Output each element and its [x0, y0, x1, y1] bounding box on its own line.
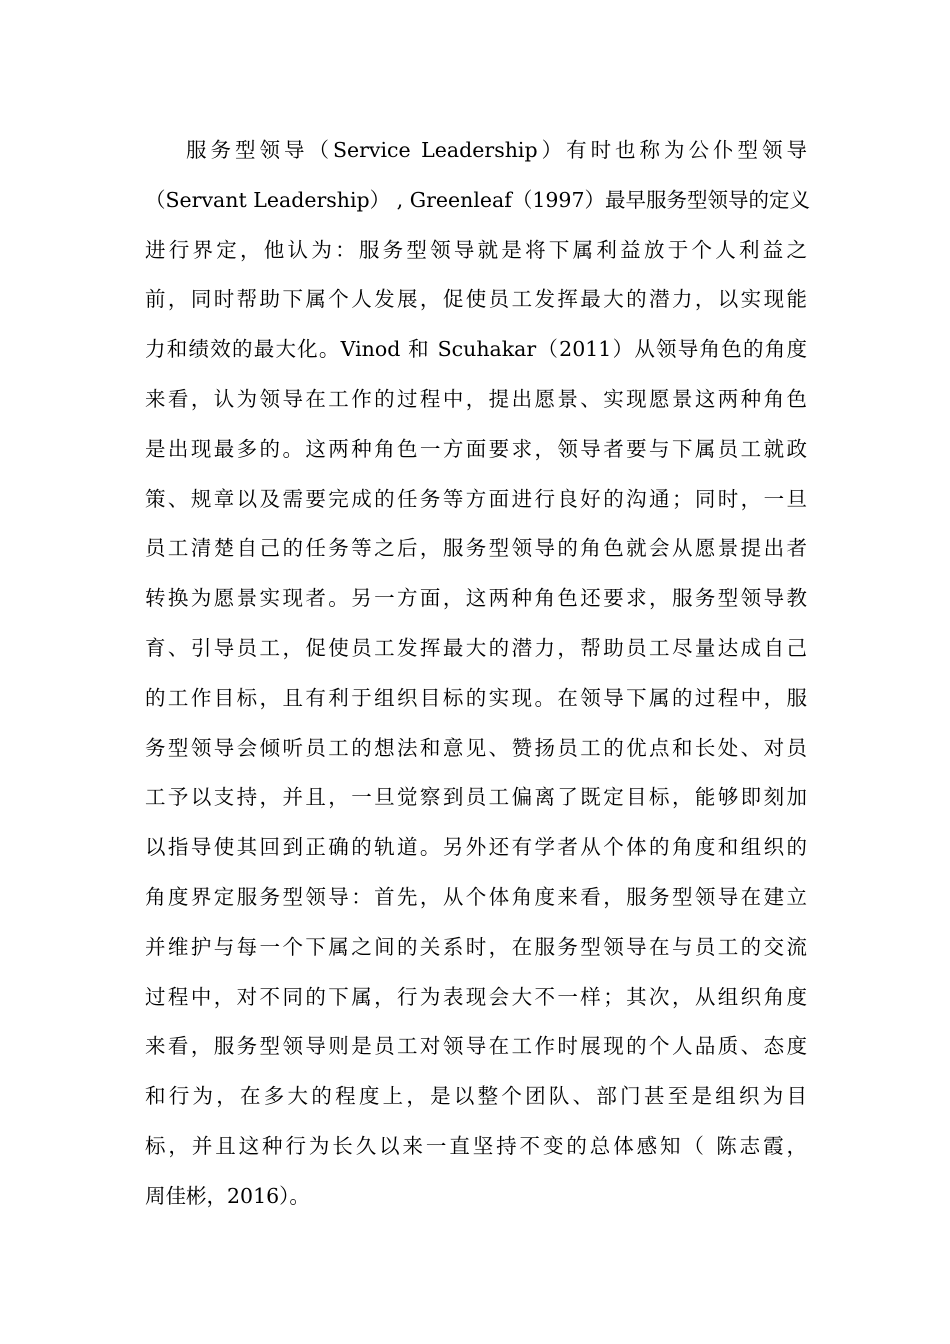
paragraph-line: 以指导使其回到正确的轨道。另外还有学者从个体的角度和组织的: [145, 835, 807, 860]
paragraph-line: 前，同时帮助下属个人发展，促使员工发挥最大的潜力，以实现能: [145, 287, 807, 312]
paragraph-line: 角度界定服务型领导：首先，从个体角度来看，服务型领导在建立: [145, 884, 807, 909]
paragraph-line: 进行界定，他认为：服务型领导就是将下属利益放于个人利益之: [145, 237, 807, 262]
paragraph-line: 策、规章以及需要完成的任务等方面进行良好的沟通；同时，一旦: [145, 486, 807, 511]
paragraph-line: 育、引导员工，促使员工发挥最大的潜力，帮助员工尽量达成自己: [145, 635, 807, 660]
paragraph-line: 标，并且这种行为长久以来一直坚持不变的总体感知（ 陈志霞，: [145, 1133, 807, 1158]
paragraph-line: 周佳彬，2016）。: [145, 1183, 310, 1208]
paragraph-line: 过程中，对不同的下属，行为表现会大不一样；其次，从组织角度: [145, 984, 807, 1009]
paragraph-line: 并维护与每一个下属之间的关系时，在服务型领导在与员工的交流: [145, 934, 807, 959]
paragraph-line: 的工作目标，且有利于组织目标的实现。在领导下属的过程中，服: [145, 685, 807, 710]
paragraph-line: 来看，认为领导在工作的过程中，提出愿景、实现愿景这两种角色: [145, 386, 807, 411]
paragraph-line: 员工清楚自己的任务等之后，服务型领导的角色就会从愿景提出者: [145, 536, 807, 561]
paragraph-line: 是出现最多的。这两种角色一方面要求，领导者要与下属员工就政: [145, 436, 807, 461]
paragraph-line: 服务型领导（Service Leadership）有时也称为公仆型领导: [186, 138, 807, 162]
paragraph-line: （Servant Leadership） , Greenleaf（1997）最早服务型领导的定义: [145, 187, 811, 212]
paragraph-line: 来看，服务型领导则是员工对领导在工作时展现的个人品质、态度: [145, 1034, 807, 1059]
paragraph-line: 力和绩效的最大化。Vinod 和 Scuhakar（2011）从领导角色的角度: [145, 337, 807, 362]
paragraph-line: 和行为，在多大的程度上，是以整个团队、部门甚至是组织为目: [145, 1084, 807, 1109]
paragraph-line: 转换为愿景实现者。另一方面，这两种角色还要求，服务型领导教: [145, 586, 807, 611]
paragraph-line: 务型领导会倾听员工的想法和意见、赞扬员工的优点和长处、对员: [145, 735, 807, 760]
body-paragraph: [145, 126, 811, 1222]
paragraph-line: 工予以支持，并且，一旦觉察到员工偏离了既定目标，能够即刻加: [145, 785, 807, 810]
